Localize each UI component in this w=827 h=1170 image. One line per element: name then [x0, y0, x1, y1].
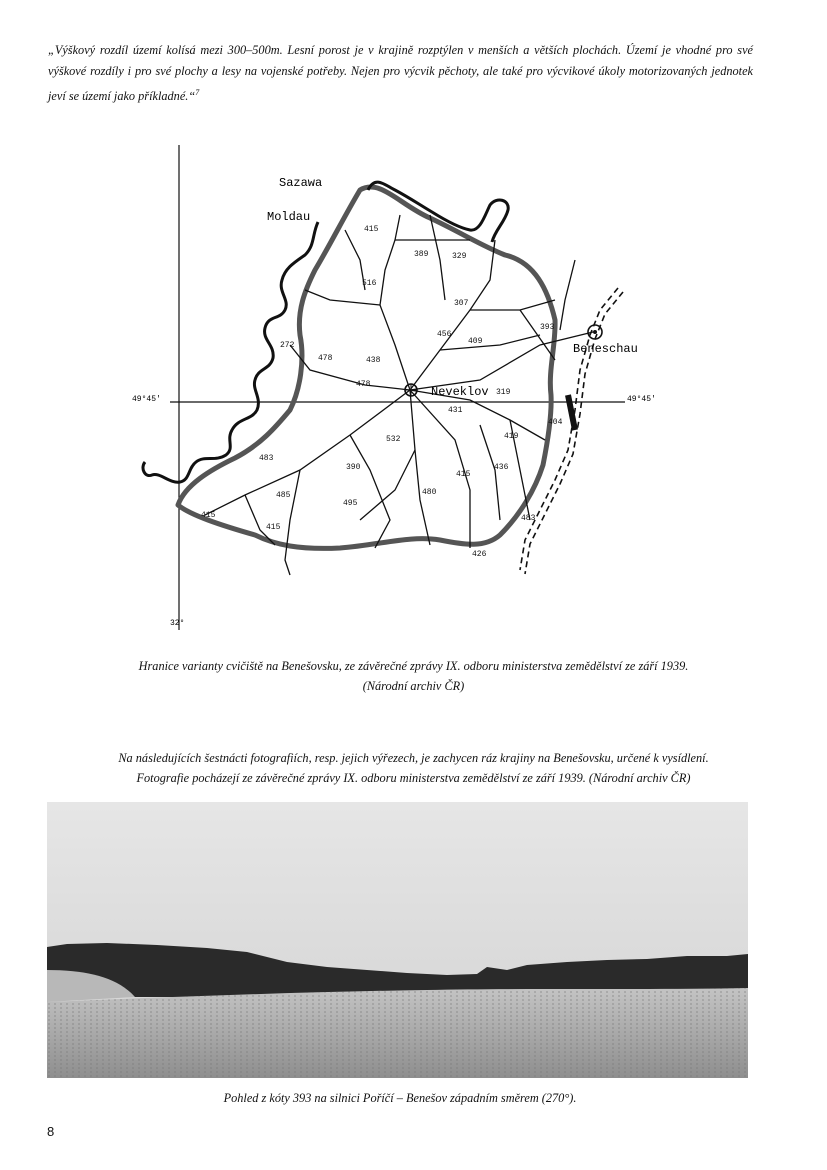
height-label: 307 [454, 299, 469, 308]
neveklov-label: Neveklov [431, 385, 489, 399]
height-label: 389 [414, 250, 429, 259]
height-label: 319 [496, 388, 511, 397]
railway-station [568, 395, 575, 430]
height-label: 480 [422, 488, 437, 497]
map-caption-line-2: (Národní archiv ČR) [362, 679, 465, 693]
height-label: 456 [437, 330, 452, 339]
landscape-photo [47, 802, 748, 1078]
height-label: 393 [540, 323, 555, 332]
railway [520, 288, 623, 574]
height-label: 485 [276, 491, 291, 500]
height-label: 483 [521, 514, 536, 523]
intro-line-1: Na následujících šestnácti fotografiích, resp. jejich výřezech, je zachycen ráz krajiny na Benešovsku, určené k vysídlení. [118, 751, 709, 765]
height-label: 329 [452, 252, 467, 261]
footnote-marker: 7 [195, 88, 200, 97]
lat-label-right: 49°45' [627, 395, 656, 404]
height-label: 419 [504, 432, 519, 441]
beneschau-label: Beneschau [573, 342, 638, 356]
height-label: 478 [356, 380, 371, 389]
height-label: 495 [343, 499, 358, 508]
height-label: 415 [364, 225, 379, 234]
map-caption [60, 656, 767, 696]
map-caption-line-1: Hranice varianty cvičiště na Benešovsku, ze závěrečné zprávy IX. odboru ministerstva zemědělství ze září 1939. [138, 659, 689, 673]
moldau-river [143, 222, 318, 482]
height-label: 426 [472, 550, 487, 559]
height-label: 436 [494, 463, 509, 472]
area-boundary [178, 187, 555, 548]
height-label: 431 [448, 406, 463, 415]
height-label: 478 [318, 354, 333, 363]
height-label: 409 [468, 337, 483, 346]
photo-caption: Pohled z kóty 393 na silnici Poříčí – Benešov západním směrem (270°). [223, 1091, 577, 1105]
photo-series-intro [55, 748, 772, 788]
intro-line-2: Fotografie pocházejí ze závěrečné zprávy IX. odboru ministerstva zemědělství ze září 1939. (Národní archiv ČR) [136, 771, 691, 785]
height-label: 516 [362, 279, 377, 288]
height-label: 415 [456, 470, 471, 479]
height-label: 483 [259, 454, 274, 463]
height-label: 532 [386, 435, 401, 444]
height-label: 415 [201, 511, 216, 520]
height-label: 390 [346, 463, 361, 472]
height-label: 415 [266, 523, 281, 532]
lon-label: 32° [170, 619, 185, 628]
height-label: 404 [548, 418, 563, 427]
quote-body: „Výškový rozdíl území kolísá mezi 300–500m. Lesní porost je v krajině rozptýlen v menších a větších plochách. Území je vhodné pro své výškové rozdíly i pro své plochy a lesy na vojenské potřeby. Nejen pro výcvik pěchoty, ale také pro výcvikové úkoly motorizovaných jednotek jeví se území jako příkladné.“ [48, 43, 753, 104]
height-label: 272 [280, 341, 295, 350]
sazawa-label: Sazawa [279, 176, 323, 190]
height-label: 438 [366, 356, 381, 365]
moldau-label: Moldau [267, 210, 311, 224]
lat-label-left: 49°45' [132, 395, 161, 404]
page-number: 8 [47, 1124, 55, 1139]
